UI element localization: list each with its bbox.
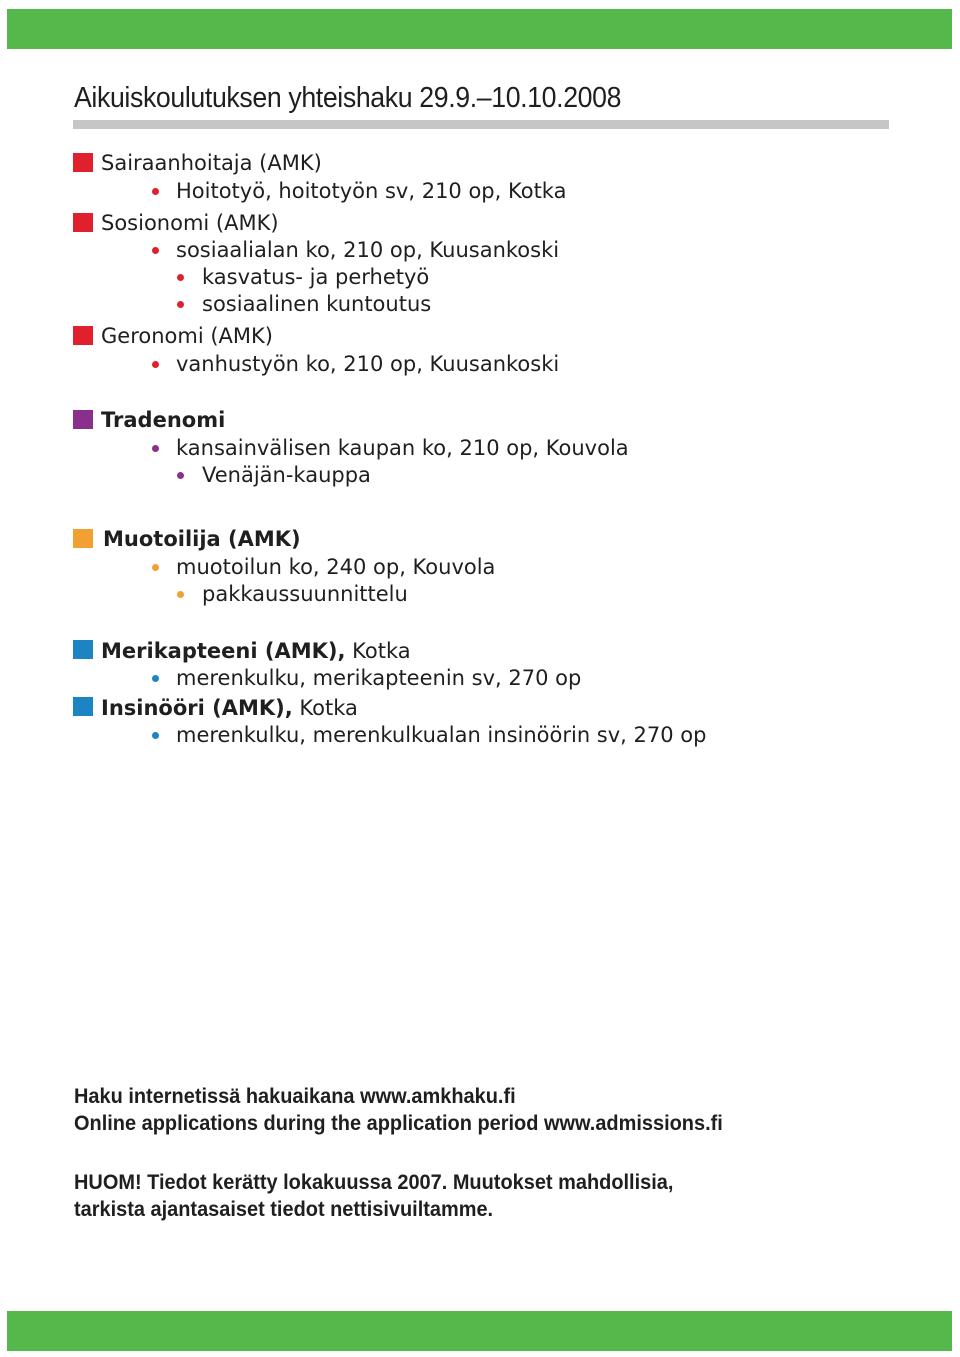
bottom-green-bar [7, 1311, 952, 1351]
bullet-icon [177, 472, 184, 479]
purple-square-icon [73, 410, 93, 429]
top-green-bar [7, 9, 952, 49]
program-name: Insinööri (AMK), [101, 696, 293, 720]
list-item: muotoilun ko, 240 op, Kouvola [176, 555, 496, 579]
page-title: Aikuiskoulutuksen yhteishaku 29.9.–10.10.2008 [74, 82, 622, 114]
list-item: kansainvälisen kaupan ko, 210 op, Kouvola [176, 436, 629, 460]
bullet-icon [152, 675, 159, 682]
bullet-icon [152, 732, 159, 739]
program-sairaanhoitaja: Sairaanhoitaja (AMK) [101, 151, 322, 175]
blue-square-icon [73, 697, 93, 716]
list-item: sosiaalinen kuntoutus [202, 292, 432, 316]
red-square-icon [73, 213, 93, 232]
program-insinoori [101, 698, 358, 719]
bullet-icon [177, 274, 184, 281]
program-name: Merikapteeni (AMK), [101, 639, 346, 663]
bullet-icon [152, 445, 159, 452]
footer-line-fi: Haku internetissä hakuaikana www.amkhaku.fi [74, 1085, 516, 1108]
bullet-icon [152, 188, 159, 195]
list-item: Venäjän-kauppa [202, 463, 371, 487]
bullet-icon [177, 301, 184, 308]
program-muotoilija: Muotoilija (AMK) [103, 527, 301, 551]
bullet-icon [152, 361, 159, 368]
list-item: merenkulku, merikapteenin sv, 270 op [176, 666, 582, 690]
program-tradenomi: Tradenomi [101, 408, 226, 432]
footer-note-1: HUOM! Tiedot kerätty lokakuussa 2007. Muutokset mahdollisia, [74, 1171, 674, 1194]
red-square-icon [73, 153, 93, 172]
title-underline [73, 120, 889, 129]
blue-square-icon [73, 640, 93, 659]
bullet-icon [152, 564, 159, 571]
footer-line-en: Online applications during the application period www.admissions.fi [74, 1112, 723, 1135]
list-item: sosiaalialan ko, 210 op, Kuusankoski [176, 238, 560, 262]
program-location: Kotka [352, 639, 411, 663]
red-square-icon [73, 326, 93, 345]
list-item: kasvatus- ja perhetyö [202, 265, 430, 289]
list-item: Hoitotyö, hoitotyön sv, 210 op, Kotka [176, 179, 567, 203]
program-merikapteeni [101, 641, 411, 662]
list-item: vanhustyön ko, 210 op, Kuusankoski [176, 352, 560, 376]
program-location: Kotka [299, 696, 358, 720]
orange-square-icon [73, 529, 93, 548]
program-geronomi: Geronomi (AMK) [101, 324, 273, 348]
program-sosionomi: Sosionomi (AMK) [101, 211, 279, 235]
list-item: merenkulku, merenkulkualan insinöörin sv, 270 op [176, 723, 707, 747]
bullet-icon [177, 591, 184, 598]
footer-note-2: tarkista ajantasaiset tiedot nettisivuiltamme. [74, 1198, 494, 1221]
list-item: pakkaussuunnittelu [202, 582, 408, 606]
bullet-icon [152, 247, 159, 254]
